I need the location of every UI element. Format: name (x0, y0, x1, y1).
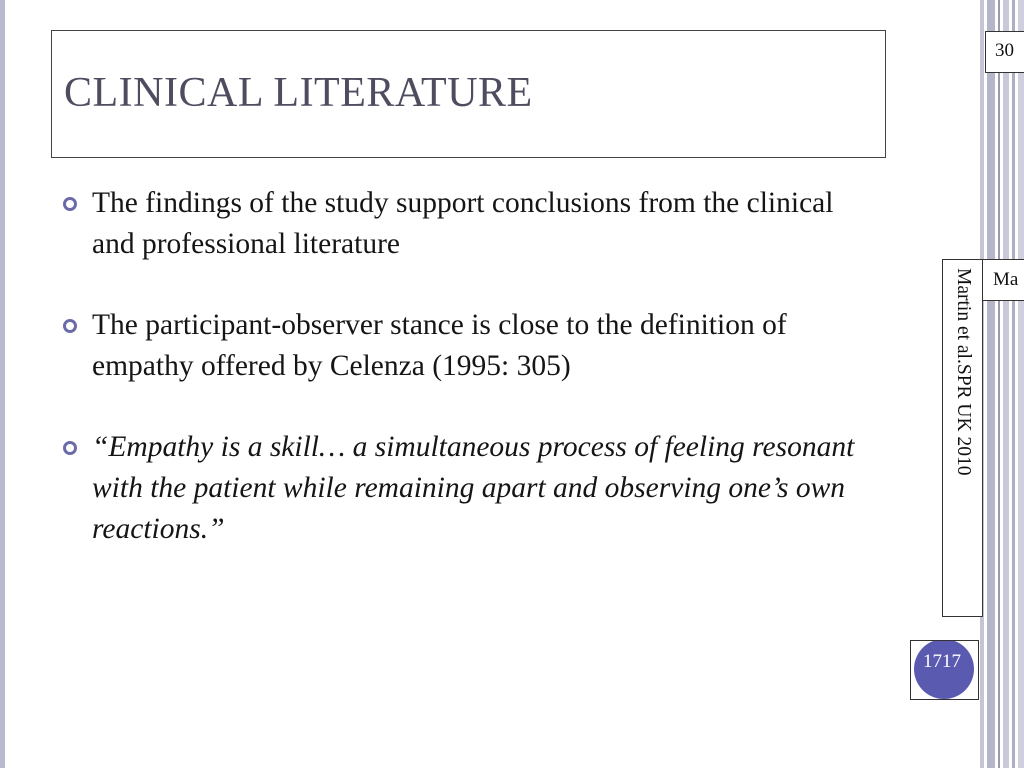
slide-title-box (51, 30, 886, 158)
side-label-fragment-box (982, 259, 1024, 301)
side-label-fragment: Ma (993, 269, 1019, 290)
page-number: 1717 (923, 651, 961, 672)
page-number-box (910, 640, 979, 700)
bullet-item-quote (62, 427, 862, 550)
right-decorative-stripe (1003, 0, 1009, 768)
top-page-fragment: 30 (995, 40, 1014, 61)
bullet-text-quote: “Empathy is a skill… a simultaneous process of feeling resonant with the patient while remaining apart and observing one’s own reactions.” (92, 431, 855, 545)
right-decorative-stripe (987, 0, 995, 768)
bullet-marker-icon (63, 197, 77, 211)
bullet-text: The participant-observer stance is close to the definition of empathy offered by Celenza (1995: 305) (92, 309, 787, 382)
slide-title: CLINICAL LITERATURE (64, 70, 533, 116)
bullet-text: The findings of the study support conclusions from the clinical and professional literature (92, 187, 834, 260)
footer-label: Martin et al.SPR UK 2010 (953, 268, 974, 476)
left-decorative-rule (0, 0, 5, 768)
bullet-list (62, 183, 862, 550)
bullet-marker-icon (63, 319, 77, 333)
right-decorative-stripe (998, 0, 1000, 768)
bullet-item (62, 305, 862, 387)
top-page-fragment-box (985, 31, 1024, 73)
right-decorative-stripe (1012, 0, 1015, 768)
bullet-marker-icon (63, 441, 77, 455)
bullet-item (62, 183, 862, 265)
footer-label-box (942, 259, 983, 617)
right-decorative-stripe (1018, 0, 1024, 768)
